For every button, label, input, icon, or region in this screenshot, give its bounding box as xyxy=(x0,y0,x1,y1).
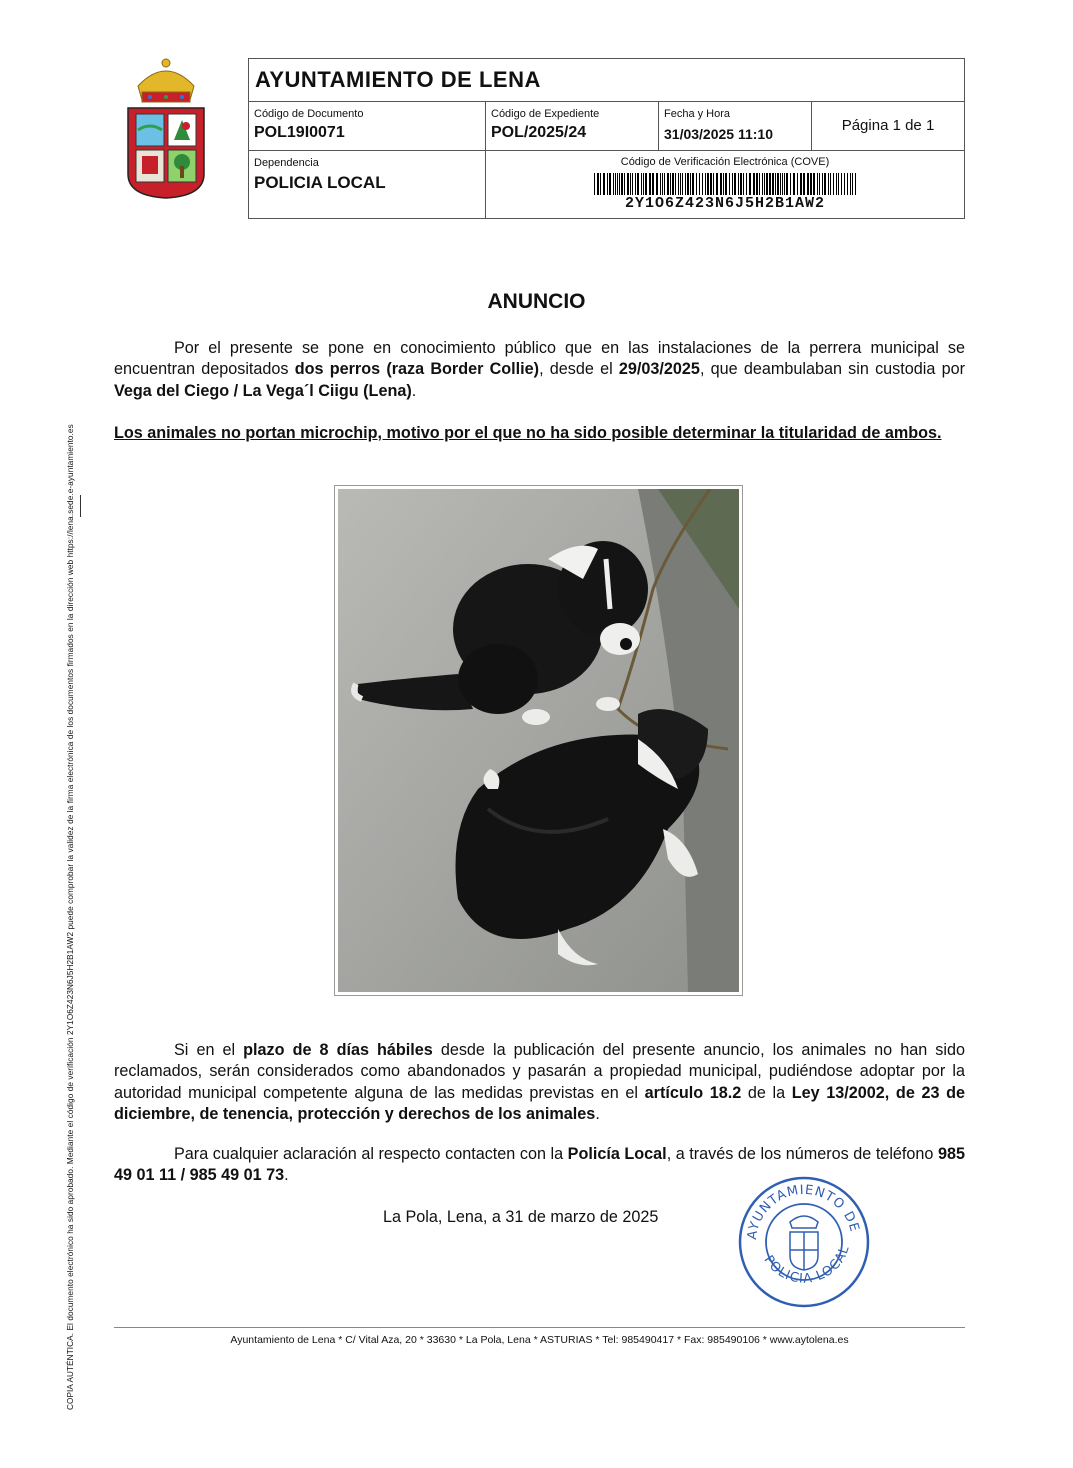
barcode-bar xyxy=(838,173,839,195)
barcode-bar xyxy=(675,173,676,195)
dogs-photo xyxy=(334,485,743,996)
barcode-bar xyxy=(692,173,694,195)
barcode-bar xyxy=(784,173,785,195)
file-code-cell xyxy=(486,102,659,150)
barcode-bar xyxy=(759,173,760,195)
barcode-bar xyxy=(746,173,747,195)
barcode-bar xyxy=(833,173,834,195)
barcode-bar xyxy=(772,173,774,195)
barcode-bar xyxy=(680,173,681,195)
barcode-bar xyxy=(607,173,608,195)
barcode-bar xyxy=(830,173,831,195)
barcode-bar xyxy=(645,173,647,195)
barcode-bar xyxy=(609,173,611,195)
barcode-bar xyxy=(662,173,663,195)
border-collie-dogs-image xyxy=(338,489,739,992)
barcode-bar xyxy=(762,173,763,195)
barcode-bar xyxy=(649,173,651,195)
barcode-bar xyxy=(603,173,605,195)
datetime: 31/03/2025 11:10 xyxy=(664,126,773,142)
page-title: ANUNCIO xyxy=(487,290,586,313)
barcode-bar xyxy=(660,173,661,195)
barcode-bar xyxy=(836,173,837,195)
barcode-bar xyxy=(828,173,829,195)
barcode-bar xyxy=(630,173,631,195)
barcode-bar xyxy=(670,173,671,195)
barcode-bar xyxy=(822,173,823,195)
barcode-bar xyxy=(710,173,712,195)
barcode-bar xyxy=(844,173,845,195)
barcode-bar xyxy=(743,173,744,195)
page-indicator: Página 1 de 1 xyxy=(841,117,935,134)
barcode-bar xyxy=(594,173,595,195)
barcode-bar xyxy=(769,173,771,195)
barcode-bar xyxy=(847,173,848,195)
barcode-bar xyxy=(803,173,805,195)
barcode-bar xyxy=(716,173,718,195)
barcode-bar xyxy=(617,173,618,195)
department-cell xyxy=(249,151,486,218)
barcode-bar xyxy=(672,173,674,195)
barcode-bar xyxy=(652,173,654,195)
police-stamp xyxy=(734,1172,874,1312)
svg-text:POLICIA LOCAL: POLICIA LOCAL xyxy=(760,1243,853,1287)
barcode-bar xyxy=(797,173,798,195)
barcode-bar xyxy=(777,173,779,195)
barcode-bar xyxy=(723,173,724,195)
barcode-bar xyxy=(764,173,765,195)
page-cell xyxy=(812,102,964,150)
signature-place-date: La Pola, Lena, a 31 de marzo de 2025 xyxy=(383,1208,659,1226)
barcode-bar xyxy=(705,173,706,195)
footer-divider xyxy=(114,1327,965,1328)
barcode-bar xyxy=(756,173,758,195)
barcode-bar xyxy=(775,173,776,195)
barcode-bar xyxy=(850,173,851,195)
barcode-bar xyxy=(600,173,601,195)
barcode-bar xyxy=(699,173,700,195)
department-label: Dependencia xyxy=(254,157,319,169)
barcode-bar xyxy=(819,173,820,195)
barcode-bar xyxy=(738,173,739,195)
department: POLICIA LOCAL xyxy=(254,173,386,192)
barcode-bar xyxy=(766,173,768,195)
document-header-table xyxy=(248,58,965,219)
barcode-bar xyxy=(619,173,620,195)
barcode-bar xyxy=(664,173,665,195)
barcode-bar xyxy=(637,173,639,195)
cove-cell xyxy=(486,151,964,218)
barcode-bar xyxy=(852,173,853,195)
barcode-bar xyxy=(790,173,791,195)
paragraph-deadline: Si en el plazo de 8 días hábiles desde la publicación del presente anuncio, los animales no han sido reclamados, serán considerados como abandonados y pasarán a propiedad municipal, pudiéndose adoptar por la autoridad municipal competente alguna de las medidas previstas en el artículo 18.2 de la Ley 13/2002, de 23 de diciembre, de tenencia, protección y derechos de los animales. xyxy=(114,1041,965,1123)
paragraph-contact: Para cualquier aclaración al respecto contacten con la Policía Local, a través de los números de teléfono 985 49 01 11 / 985 49 01 73. xyxy=(114,1145,965,1185)
barcode-bar xyxy=(707,173,709,195)
barcode-bar xyxy=(813,173,815,195)
datetime-cell xyxy=(659,102,812,150)
barcode-bar xyxy=(696,173,697,195)
barcode-bar xyxy=(817,173,818,195)
file-code: POL/2025/24 xyxy=(491,124,587,141)
side-margin-mark xyxy=(80,495,81,517)
barcode-bar xyxy=(824,173,826,195)
side-verification-text: COPIA AUTÉNTICA. El documento electrónico ha sido aprobado. Mediante el código de verificación 2Y1O6Z423N6J5H2B1AW2 puede comprobar la validez de la firma electrónica de los documentos firmados en la dirección web https://lena.sede.e-ayuntamiento.es xyxy=(66,424,75,1410)
barcode-bar xyxy=(749,173,751,195)
barcode-bar xyxy=(690,173,691,195)
barcode-bar xyxy=(841,173,842,195)
barcode-bar xyxy=(627,173,629,195)
barcode-bar xyxy=(732,173,733,195)
file-code-label: Código de Expediente xyxy=(491,108,600,120)
footer-contact: Ayuntamiento de Lena * C/ Vital Aza, 20 * 33630 * La Pola, Lena * ASTURIAS * Tel: 985490417 * Fax: 985490106 * www.aytolena.es xyxy=(230,1334,849,1346)
paragraph-deposit: Por el presente se pone en conocimiento público que en las instalaciones de la perrera municipal se encuentran depositados dos perros (raza Border Collie), desde el 29/03/2025, que deambulaban sin custodia por Vega del Ciego / La Vega´l Ciigu (Lena). xyxy=(114,339,965,400)
barcode-bar xyxy=(632,173,633,195)
barcode-bar xyxy=(800,173,802,195)
barcode-bar xyxy=(855,173,856,195)
barcode-bar xyxy=(615,173,616,195)
barcode-bar xyxy=(740,173,742,195)
barcode-bar xyxy=(782,173,783,195)
barcode-bar xyxy=(810,173,812,195)
barcode-bar xyxy=(682,173,683,195)
barcode-bar xyxy=(734,173,736,195)
barcode-bar xyxy=(685,173,686,195)
barcode-bar xyxy=(621,173,623,195)
barcode-bar xyxy=(807,173,809,195)
barcode-bar xyxy=(786,173,788,195)
barcode-bar xyxy=(624,173,625,195)
barcode-bar xyxy=(720,173,722,195)
barcode-bar xyxy=(687,173,689,195)
barcode-bar xyxy=(713,173,714,195)
barcode-bar xyxy=(667,173,669,195)
barcode-bar xyxy=(780,173,781,195)
document-code-label: Código de Documento xyxy=(254,108,364,120)
paragraph-microchip-notice: Los animales no portan microchip, motivo por el que no ha sido posible determinar la titularidad de ambos. xyxy=(114,424,942,442)
datetime-label: Fecha y Hora xyxy=(664,108,731,120)
cove-label: Código de Verificación Electrónica (COVE) xyxy=(620,156,830,168)
barcode-bar xyxy=(656,173,658,195)
barcode-bar xyxy=(597,173,599,195)
barcode-bar xyxy=(678,173,679,195)
barcode-bar xyxy=(729,173,730,195)
barcode-bar xyxy=(635,173,636,195)
barcode-bar xyxy=(702,173,703,195)
coat-of-arms-logo xyxy=(120,56,212,202)
barcode-bar xyxy=(643,173,644,195)
barcode-bar xyxy=(753,173,755,195)
cove-code: 2Y1O6Z423N6J5H2B1AW2 xyxy=(624,195,826,212)
barcode-bar xyxy=(613,173,614,195)
document-code-cell xyxy=(249,102,486,150)
document-code: POL19I0071 xyxy=(254,124,345,141)
barcode-image xyxy=(594,173,858,195)
barcode-bar xyxy=(641,173,642,195)
barcode-bar xyxy=(793,173,795,195)
svg-text:AYUNTAMIENTO DE LENA: AYUNTAMIENTO DE xyxy=(744,1182,862,1241)
barcode-bar xyxy=(725,173,727,195)
organization-name: AYUNTAMIENTO DE LENA xyxy=(255,67,541,92)
